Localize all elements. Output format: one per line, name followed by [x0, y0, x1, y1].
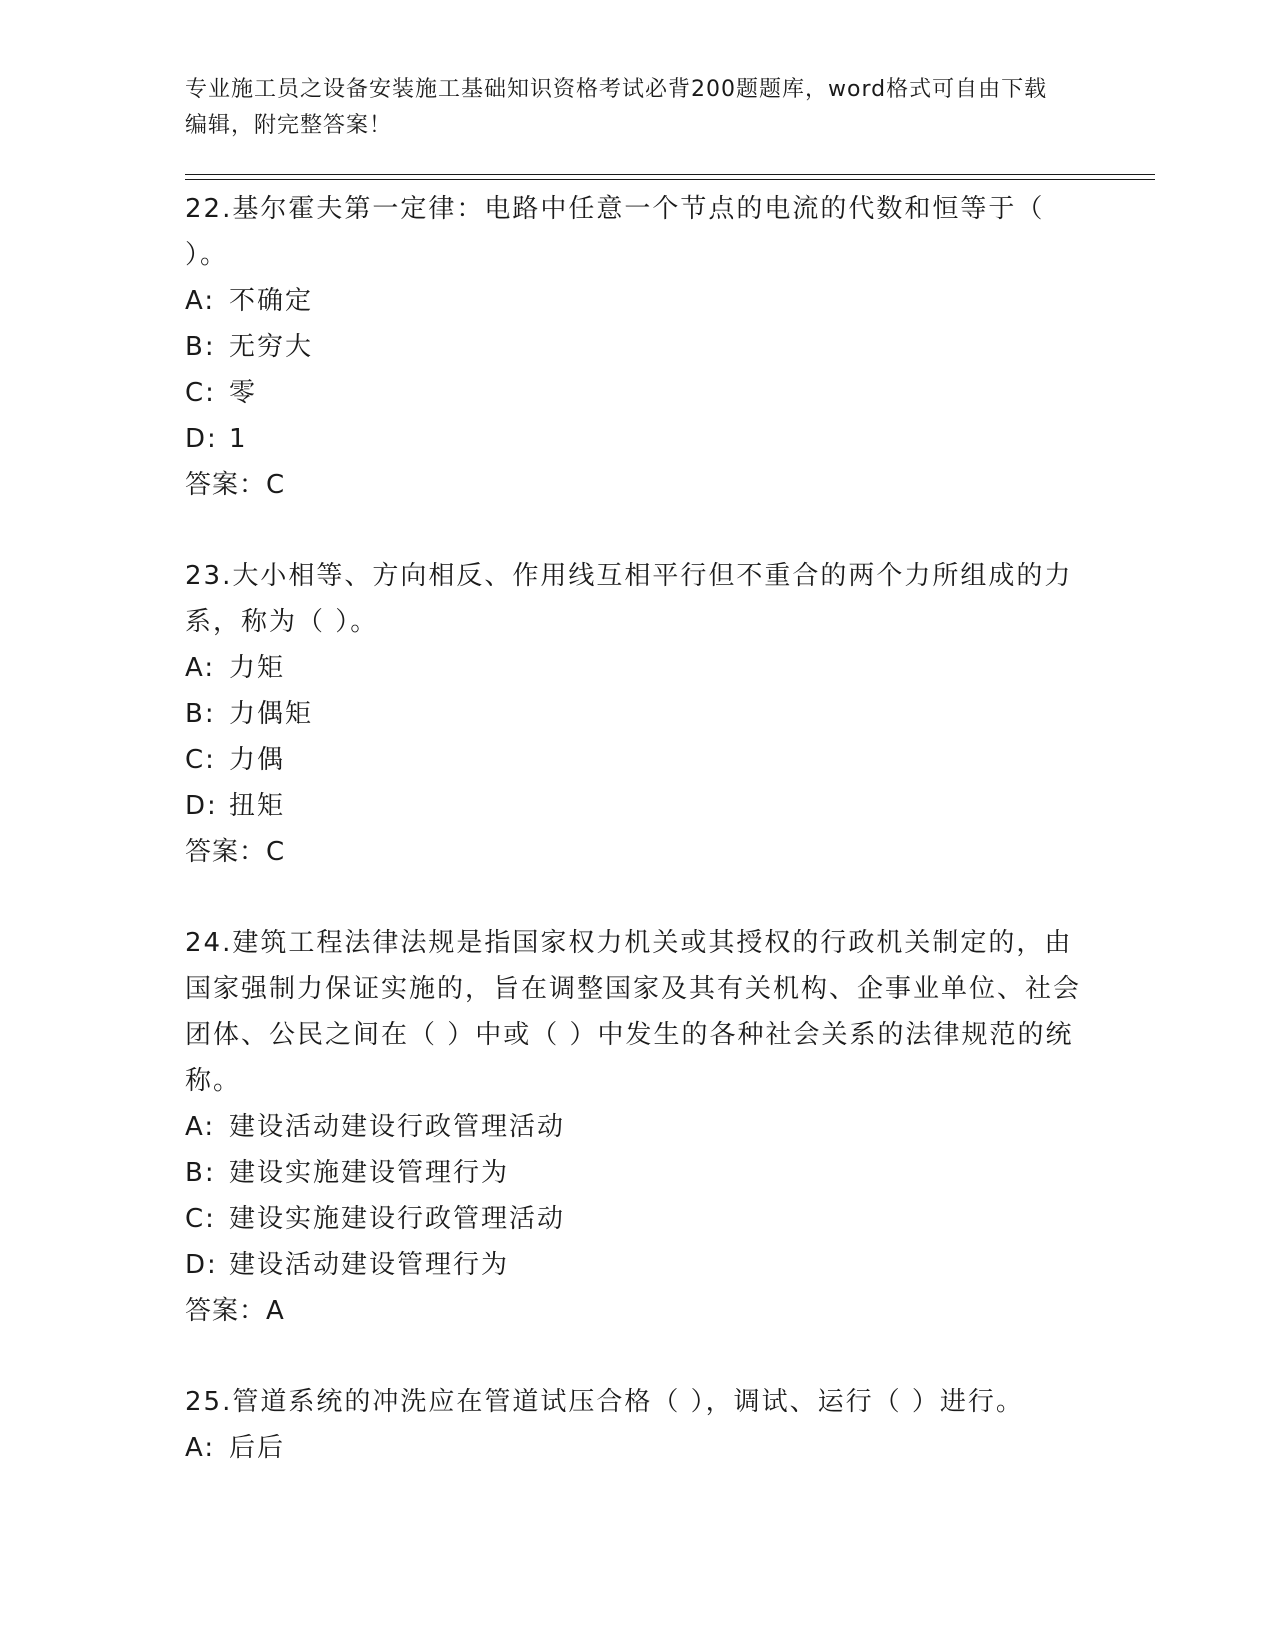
- option-text: 无穷大: [229, 332, 314, 362]
- option-text: 力矩: [229, 653, 286, 683]
- header-double-rule: [185, 174, 1155, 180]
- option-text: 力偶矩: [229, 699, 314, 729]
- question-list: [185, 186, 1155, 1471]
- document-header: 专业施工员之设备安装施工基础知识资格考试必背200题题库，word格式可自由下载编辑，附完整答案！: [185, 77, 1048, 138]
- option-key: B:: [185, 332, 216, 362]
- option-c: [185, 370, 1155, 416]
- question-23: [185, 553, 1155, 875]
- option-key: B:: [185, 1158, 216, 1188]
- option-text: 1: [229, 424, 248, 454]
- rule-line-bottom: [185, 179, 1155, 180]
- option-a: [185, 645, 1155, 691]
- question-22: [185, 186, 1155, 508]
- option-text: 力偶: [229, 745, 286, 775]
- answer-line: 答案：C: [185, 470, 286, 500]
- option-text: 建设实施建设管理行为: [229, 1158, 510, 1188]
- option-key: B:: [185, 699, 216, 729]
- option-d: [185, 783, 1155, 829]
- option-d: [185, 1242, 1155, 1288]
- option-text: 扭矩: [229, 791, 286, 821]
- option-d: [185, 416, 1155, 462]
- option-text: 零: [229, 378, 258, 408]
- option-a: [185, 1104, 1155, 1150]
- option-c: [185, 1196, 1155, 1242]
- option-text: 建设活动建设行政管理活动: [229, 1112, 566, 1142]
- question-stem: 22.基尔霍夫第一定律：电路中任意一个节点的电流的代数和恒等于（ ）。: [185, 194, 1045, 270]
- option-text: 建设实施建设行政管理活动: [229, 1204, 566, 1234]
- option-text: 不确定: [229, 286, 314, 316]
- question-24: [185, 920, 1155, 1334]
- question-stem: 24.建筑工程法律法规是指国家权力机关或其授权的行政机关制定的，由国家强制力保证实施的，旨在调整国家及其有关机构、企事业单位、社会团体、公民之间在（ ）中或（ ）中发生的各种社会关系的法律规范的统称。: [185, 928, 1082, 1096]
- option-c: [185, 737, 1155, 783]
- option-key: A:: [185, 1112, 216, 1142]
- option-key: A:: [185, 653, 216, 683]
- option-a: [185, 278, 1155, 324]
- option-key: C:: [185, 1204, 216, 1234]
- document-page: [185, 72, 1155, 1516]
- option-a: [185, 1425, 1155, 1471]
- option-key: A:: [185, 1433, 216, 1463]
- answer-line: 答案：C: [185, 837, 286, 867]
- option-key: C:: [185, 378, 216, 408]
- option-b: [185, 1150, 1155, 1196]
- option-key: D:: [185, 1250, 218, 1280]
- option-b: [185, 691, 1155, 737]
- option-key: C:: [185, 745, 216, 775]
- answer-line: 答案：A: [185, 1296, 285, 1326]
- question-25: [185, 1379, 1155, 1471]
- option-text: 后后: [229, 1433, 286, 1463]
- rule-line-top: [185, 174, 1155, 175]
- option-b: [185, 324, 1155, 370]
- option-key: D:: [185, 424, 218, 454]
- option-key: D:: [185, 791, 218, 821]
- option-text: 建设活动建设管理行为: [229, 1250, 510, 1280]
- option-key: A:: [185, 286, 216, 316]
- question-stem: 25.管道系统的冲洗应在管道试压合格（ ），调试、运行（ ）进行。: [185, 1387, 1024, 1417]
- question-stem: 23.大小相等、方向相反、作用线互相平行但不重合的两个力所组成的力系，称为（ ）。: [185, 561, 1073, 637]
